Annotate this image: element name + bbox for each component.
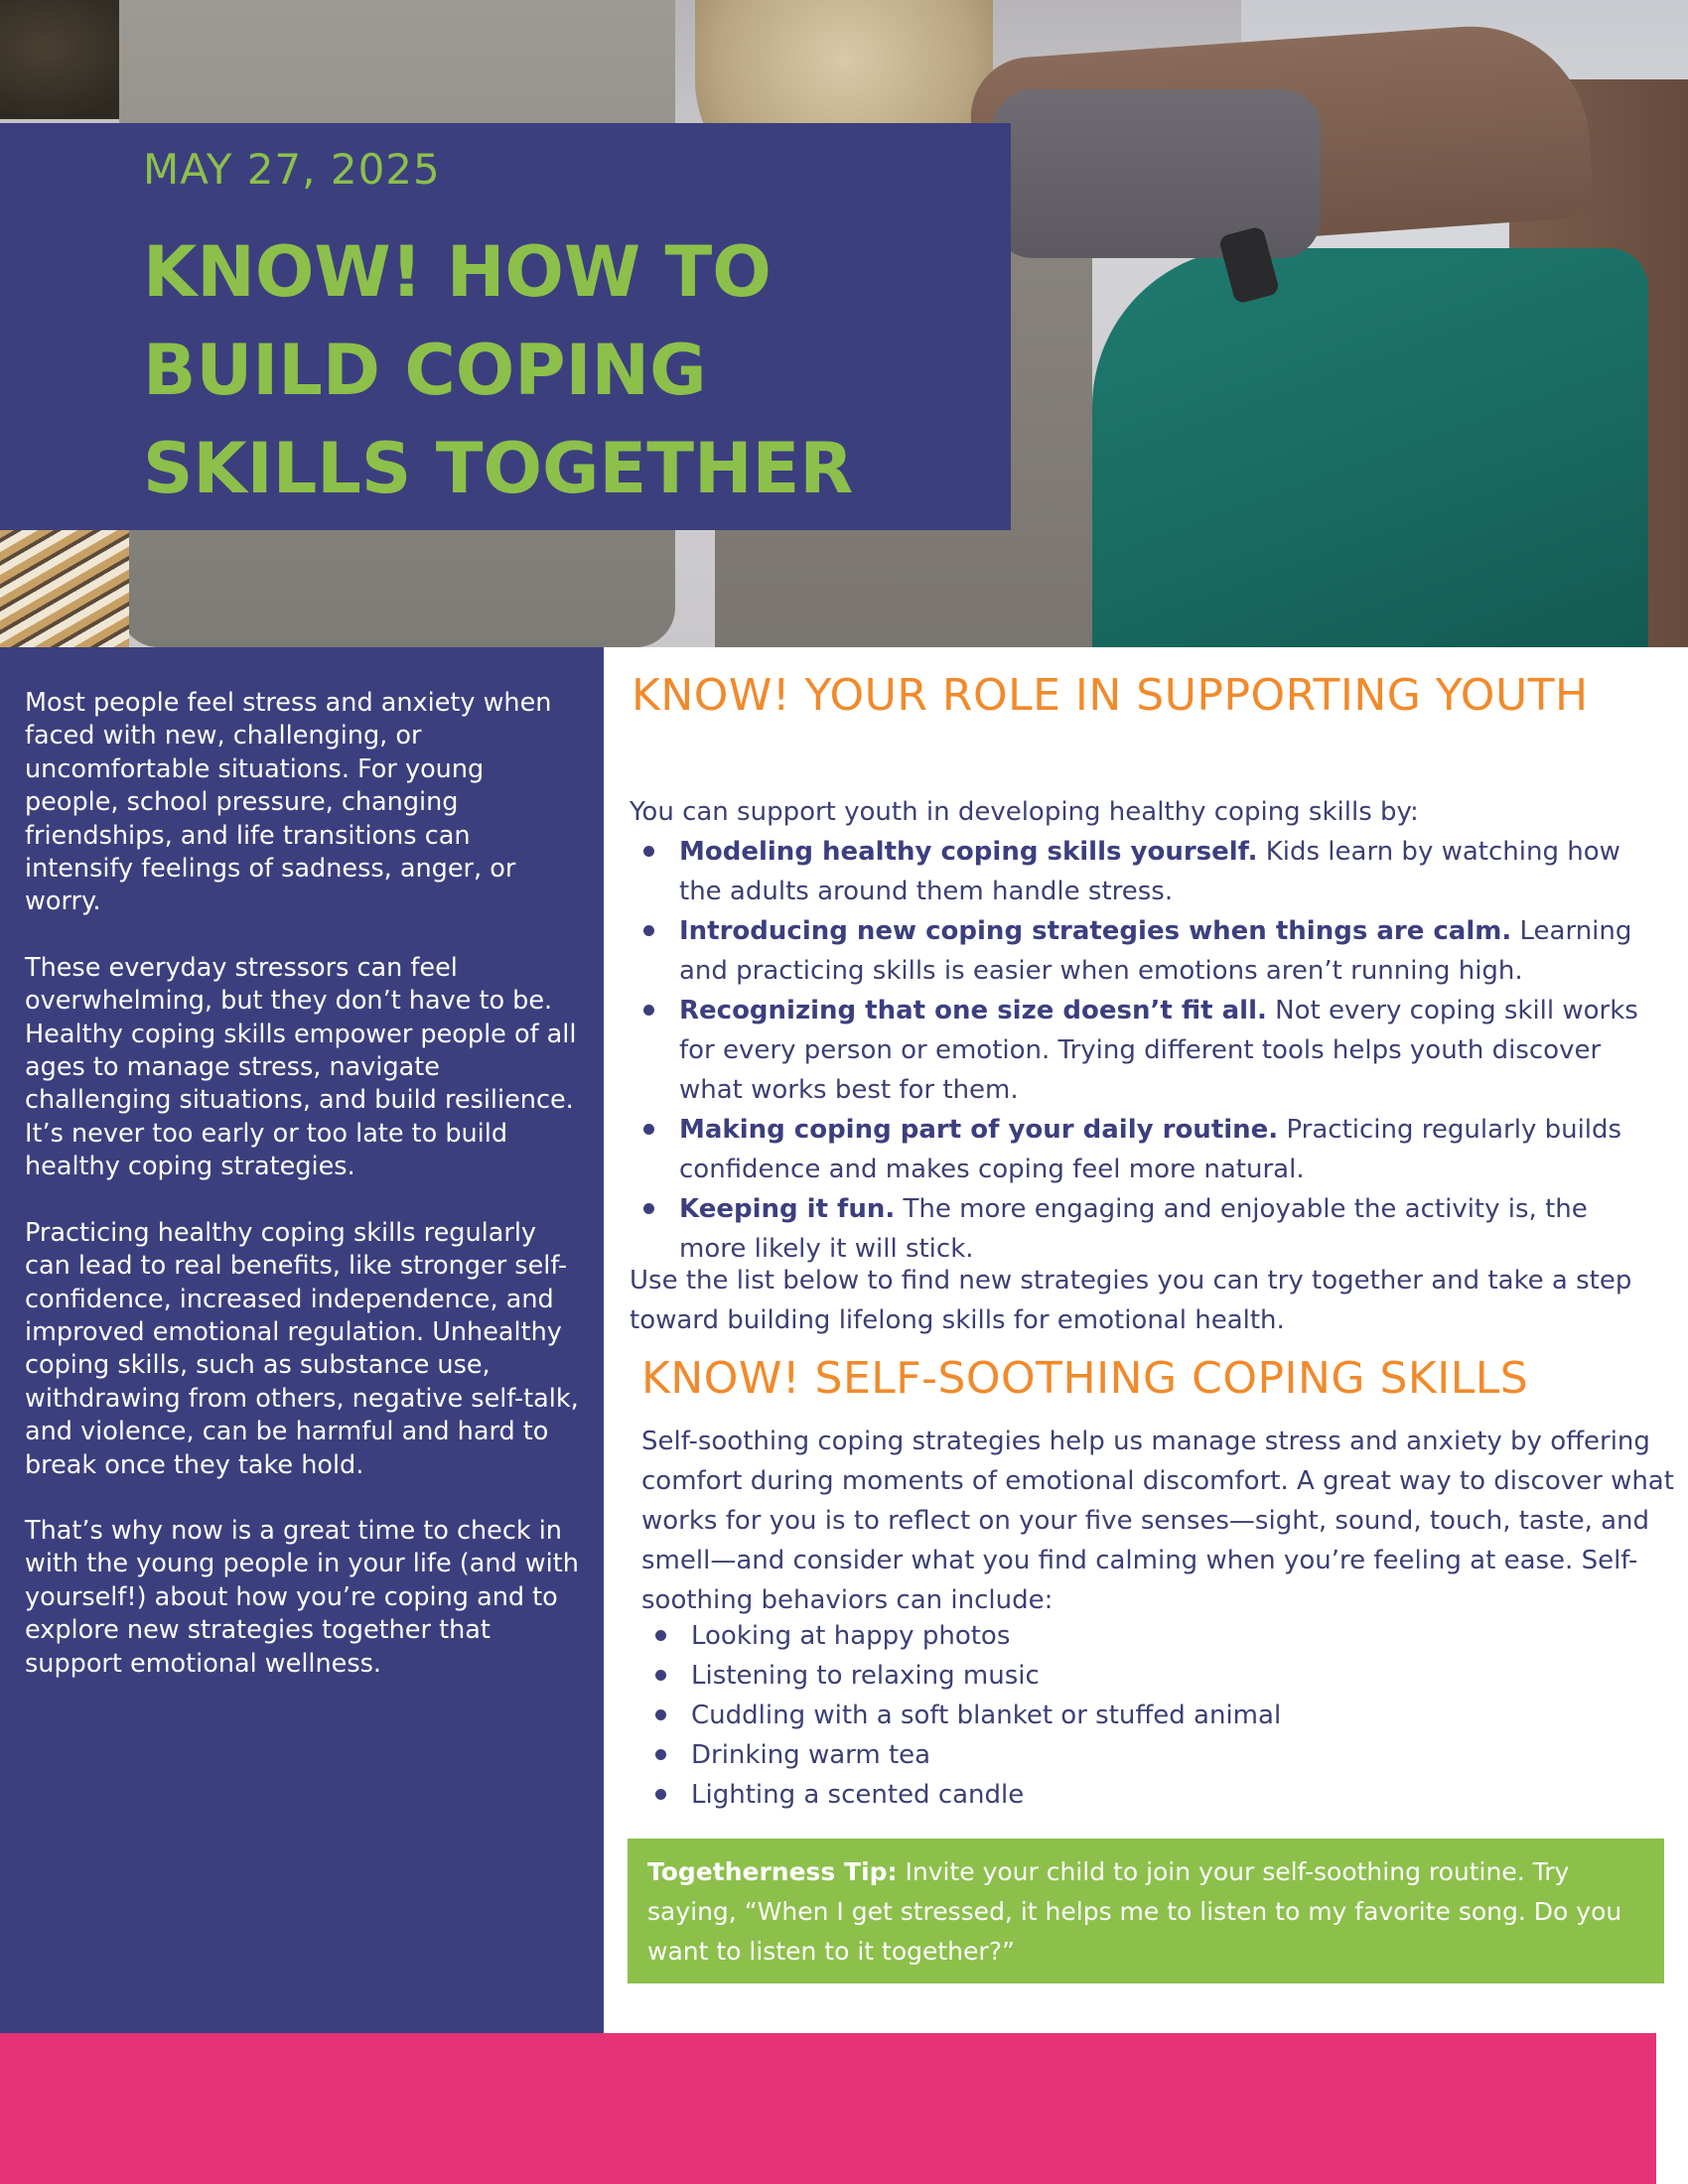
title-box: [0, 123, 1011, 530]
list-item: [641, 1735, 1634, 1775]
list-item: [630, 911, 1662, 991]
photo-striped-shirt: [0, 516, 129, 647]
photo-person-teal-shirt: [1092, 248, 1648, 647]
main-content: [604, 647, 1688, 2033]
sidebar: [0, 647, 604, 2033]
list-item-text: Practicing regularly builds confidence and makes coping feel more natural.: [679, 1115, 1622, 1184]
list-item: [641, 1616, 1634, 1656]
list-item: [630, 991, 1662, 1110]
soothing-heading: KNOW! SELF-SOOTHING COPING SKILLS: [641, 1353, 1529, 1404]
list-item-text: The more engaging and enjoyable the activity is, the more likely it will stick.: [679, 1194, 1588, 1264]
bullet-icon: [655, 1630, 666, 1641]
footer-margin: [0, 2033, 1656, 2184]
photo-sleeve: [993, 89, 1321, 258]
list-item: [641, 1696, 1634, 1735]
list-item-bold: Keeping it fun.: [679, 1194, 896, 1224]
list-item: [641, 1775, 1634, 1815]
publish-date: MAY 27, 2025: [143, 145, 441, 194]
list-item-text: Not every coping skill works for every person or emotion. Trying different tools helps youth discover what works best for them.: [679, 996, 1638, 1105]
bullet-icon: [655, 1749, 666, 1760]
list-item-bold: Making coping part of your daily routine.: [679, 1115, 1279, 1145]
list-item-text: Learning and practicing skills is easier when emotions aren’t running high.: [679, 916, 1632, 986]
bullet-icon: [655, 1709, 666, 1720]
list-item-text: Looking at happy photos: [691, 1621, 1011, 1651]
title-line: BUILD COPING: [143, 330, 707, 411]
role-outro: Use the list below to find new strategies you can try together and take a step toward building lifelong skills for emotional health.: [630, 1266, 1632, 1335]
title-line: SKILLS TOGETHER: [143, 428, 854, 509]
list-item: [641, 1656, 1634, 1696]
list-item-text: Kids learn by watching how the adults around them handle stress.: [679, 837, 1620, 906]
soothing-text: Self-soothing coping strategies help us manage stress and anxiety by offering comfort during moments of emotional discomfort. A great way to discover what works for you is to reflect on your five senses—sight, sound, touch, taste, and smell—and consider what you find calming when you’re feeling at ease. Self-soothing behaviors can include:: [641, 1427, 1674, 1615]
page-title: [143, 223, 1011, 518]
list-item-text: Cuddling with a soft blanket or stuffed animal: [691, 1701, 1282, 1730]
sidebar-paragraph: Most people feel stress and anxiety when faced with new, challenging, or uncomfortable situations. For young people, school pressure, changing friendships, and life transitions can intensify feelings of sadness, anger, or worry.: [25, 688, 552, 917]
bullet-icon: [643, 925, 654, 936]
list-item: [630, 832, 1662, 911]
bullet-icon: [655, 1670, 666, 1681]
list-item-bold: Modeling healthy coping skills yourself.: [679, 837, 1258, 867]
list-item-bold: Introducing new coping strategies when things are calm.: [679, 916, 1512, 946]
list-item-text: Listening to relaxing music: [691, 1661, 1040, 1691]
title-line: KNOW! HOW TO: [143, 231, 772, 313]
list-item: [630, 1110, 1662, 1189]
list-item-bold: Recognizing that one size doesn’t fit all.: [679, 996, 1267, 1025]
bullet-icon: [643, 1124, 654, 1135]
tip-label: Togetherness Tip:: [647, 1857, 898, 1886]
soothing-list: [641, 1616, 1634, 1815]
list-item-text: Lighting a scented candle: [691, 1780, 1025, 1810]
role-list: [630, 832, 1662, 1269]
role-intro: You can support youth in developing healthy coping skills by:: [630, 797, 1419, 827]
list-item: [630, 1189, 1662, 1269]
role-heading: KNOW! YOUR ROLE IN SUPPORTING YOUTH: [632, 670, 1589, 721]
bullet-icon: [643, 846, 654, 857]
togetherness-tip-box: [628, 1839, 1664, 1983]
bullet-icon: [655, 1789, 666, 1800]
sidebar-paragraph: Practicing healthy coping skills regularly can lead to real benefits, like stronger self-confidence, increased independence, and improved emotional regulation. Unhealthy coping skills, such as substance use, withdrawing from others, negative self-talk, and violence, can be harmful and hard to break once they take hold.: [25, 1217, 579, 1480]
tip-text: Invite your child to join your self-soothing routine. Try saying, “When I get stressed, it helps me to listen to my favorite song. Do you want to listen to it together?”: [647, 1857, 1622, 1966]
sidebar-paragraph: These everyday stressors can feel overwhelming, but they don’t have to be. Healthy coping skills empower people of all ages to manage stress, navigate challenging situations, and build resilience. It’s never too early or too late to build healthy coping strategies.: [25, 952, 577, 1182]
bullet-icon: [643, 1005, 654, 1016]
bullet-icon: [643, 1203, 654, 1214]
list-item-text: Drinking warm tea: [691, 1740, 931, 1770]
sidebar-paragraph: That’s why now is a great time to check in with the young people in your life (and with yourself!) about how you’re coping and to explore new strategies together that support emotional wellness.: [25, 1515, 579, 1679]
